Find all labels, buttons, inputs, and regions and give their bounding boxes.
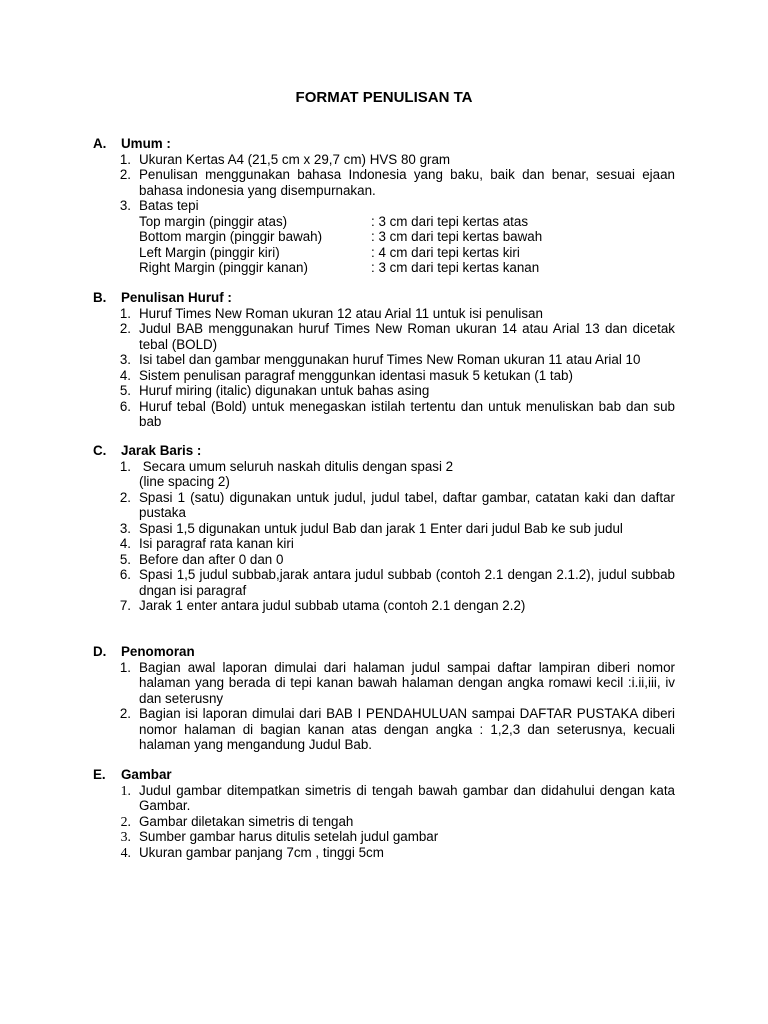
item-number: 2.: [119, 489, 131, 505]
section-title: Penomoran: [121, 644, 195, 659]
item-text: Huruf tebal (Bold) untuk menegaskan istilah tertentu dan untuk menuliskan bab dan sub bab: [139, 398, 675, 429]
section-letter: B.: [93, 290, 107, 305]
item-text: [139, 459, 675, 490]
section-gambar: [93, 767, 675, 860]
item-text: Ukuran gambar panjang 7cm , tinggi 5cm: [139, 844, 384, 860]
item-text: Batas tepi: [139, 198, 199, 213]
item-number: 1.: [119, 151, 131, 167]
section-title: Umum :: [121, 136, 171, 151]
item-number: 2.: [120, 813, 131, 829]
list-item: [93, 598, 675, 614]
item-number: 3.: [119, 352, 131, 367]
item-text: Bagian isi laporan dimulai dari BAB I PENDAHULUAN sampai DAFTAR PUSTAKA diberi nomor halaman di bagian kanan atas dengan angka : 1,2,3 dan seterusnya, kecuali halaman yang mengandung Judul Bab.: [139, 706, 675, 752]
list-item: [93, 399, 675, 430]
item-number: 4.: [119, 536, 131, 551]
item-number: 4.: [119, 367, 131, 383]
margin-value: : 3 cm dari tepi kertas bawah: [371, 229, 543, 244]
item-text-line: (line spacing 2): [139, 474, 230, 489]
item-text: Huruf miring (italic) digunakan untuk bahas asing: [139, 383, 430, 398]
item-number: 5.: [119, 383, 131, 398]
list-item: [93, 383, 675, 399]
item-number: 2.: [119, 167, 131, 182]
list-item: [93, 368, 675, 384]
section-heading: [93, 136, 675, 152]
section-heading: [93, 767, 675, 783]
list-item: [93, 567, 675, 598]
item-number: 4.: [120, 844, 131, 860]
item-text: Spasi 1,5 digunakan untuk judul Bab dan jarak 1 Enter dari judul Bab ke sub judul: [139, 520, 623, 536]
item-text: Huruf Times New Roman ukuran 12 atau Arial 11 untuk isi penulisan: [139, 305, 543, 321]
section-letter: C.: [93, 443, 107, 458]
item-number: 5.: [119, 551, 131, 567]
list-item: [93, 660, 675, 707]
item-number: 6.: [119, 398, 131, 414]
item-text: Jarak 1 enter antara judul subbab utama (contoh 2.1 dengan 2.2): [139, 598, 526, 613]
margin-value: : 4 cm dari tepi kertas kiri: [371, 244, 520, 260]
item-text: Sistem penulisan paragraf menggunkan identasi masuk 5 ketukan (1 tab): [139, 367, 573, 383]
item-number: 1.: [119, 458, 131, 474]
list-item: [93, 459, 675, 490]
margin-table: [139, 214, 675, 276]
margin-label: Right Margin (pinggir kanan): [139, 260, 308, 275]
list-item: [93, 490, 675, 521]
section-heading: [93, 644, 675, 660]
item-number: 1.: [120, 782, 131, 798]
item-text: Spasi 1,5 judul subbab,jarak antara judul subbab (contoh 2.1 dengan 2.1.2), judul subbab dngan isi paragraf: [139, 567, 675, 598]
item-text: Gambar diletakan simetris di tengah: [139, 813, 354, 829]
section-jarak-baris: [93, 443, 675, 614]
list-item: [93, 552, 675, 568]
margin-value: : 3 cm dari tepi kertas kanan: [371, 260, 540, 275]
item-text: Ukuran Kertas A4 (21,5 cm x 29,7 cm) HVS 80 gram: [139, 151, 451, 167]
list-item: [93, 829, 675, 845]
list-item: [93, 321, 675, 352]
item-number: 3.: [120, 829, 131, 844]
list-item: [93, 521, 675, 537]
margin-label: Left Margin (pinggir kiri): [139, 244, 280, 260]
section-penomoran: [93, 644, 675, 753]
list-item: [93, 814, 675, 830]
page-title: FORMAT PENULISAN TA: [295, 89, 473, 106]
item-number: 3.: [119, 198, 131, 213]
list-item: [93, 783, 675, 814]
item-number: 2.: [119, 321, 131, 336]
list-item: [93, 198, 675, 214]
section-umum: [93, 136, 675, 276]
margin-label: Top margin (pinggir atas): [139, 213, 288, 229]
item-text: Judul BAB menggunakan huruf Times New Roman ukuran 14 atau Arial 13 dan dicetak tebal (BOLD): [139, 321, 675, 352]
margin-label: Bottom margin (pinggir bawah): [139, 229, 323, 244]
section-title: Penulisan Huruf :: [121, 290, 232, 305]
list-item: [93, 352, 675, 368]
item-text: Isi tabel dan gambar menggunakan huruf Times New Roman ukuran 11 atau Arial 10: [139, 352, 641, 367]
section-letter: E.: [93, 767, 106, 782]
section-heading: [93, 443, 675, 459]
section-title: Gambar: [121, 767, 172, 782]
section-title: Jarak Baris :: [121, 443, 202, 458]
item-text: Judul gambar ditempatkan simetris di tengah bawah gambar dan didahului dengan kata Gambar.: [139, 782, 675, 813]
item-text: Penulisan menggunakan bahasa Indonesia yang baku, baik dan benar, sesuai ejaan bahasa indonesia yang disempurnakan.: [139, 167, 675, 198]
margin-value: : 3 cm dari tepi kertas atas: [371, 213, 529, 229]
section-letter: D.: [93, 644, 107, 659]
list-item: [93, 167, 675, 198]
item-number: 3.: [119, 520, 131, 536]
list-item: [93, 306, 675, 322]
item-text: Isi paragraf rata kanan kiri: [139, 536, 294, 551]
item-text: Bagian awal laporan dimulai dari halaman judul sampai daftar lampiran diberi nomor halaman yang berada di tepi kanan bawah halaman dengan angka romawi kecil :i.ii,iii, iv dan seterusny: [139, 659, 675, 706]
section-heading: [93, 290, 675, 306]
section-letter: A.: [93, 136, 107, 151]
item-number: 7.: [119, 598, 131, 613]
item-number: 1.: [119, 659, 131, 675]
list-item: [93, 706, 675, 753]
item-number: 6.: [119, 567, 131, 582]
item-text-line: Secara umum seluruh naskah ditulis dengan spasi 2: [139, 458, 454, 474]
item-text: Sumber gambar harus ditulis setelah judul gambar: [139, 829, 439, 844]
item-text: Spasi 1 (satu) digunakan untuk judul, judul tabel, daftar gambar, catatan kaki dan daftar pustaka: [139, 489, 675, 520]
list-item: [93, 845, 675, 861]
item-number: 2.: [119, 706, 131, 721]
list-item: [93, 536, 675, 552]
section-penulisan-huruf: [93, 290, 675, 430]
item-text: Before dan after 0 dan 0: [139, 551, 284, 567]
item-number: 1.: [119, 305, 131, 321]
list-item: [93, 152, 675, 168]
